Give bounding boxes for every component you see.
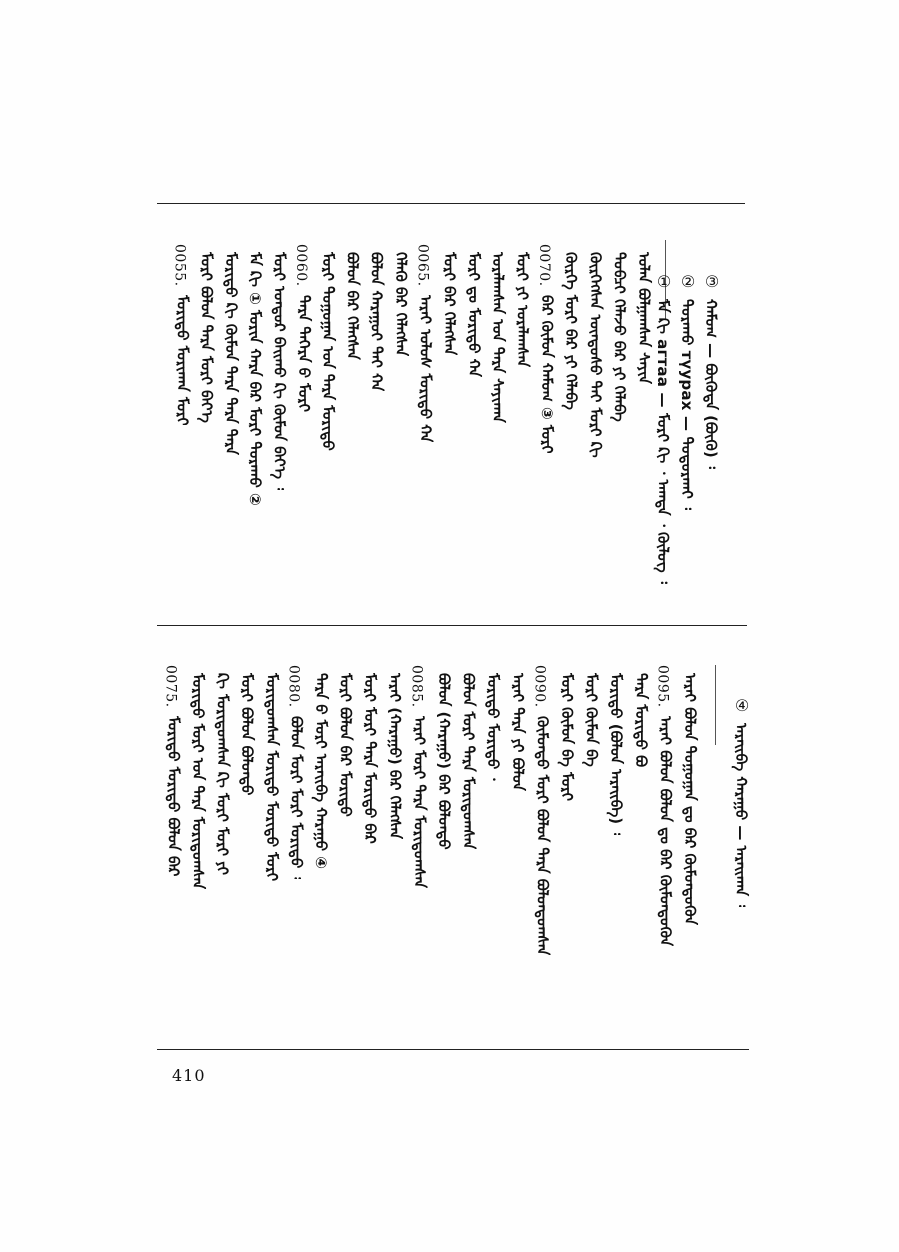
line-text: ᠬᠦᠷᠬᠡ ᠮᠣᠷᠢ ᠪᠡᠷ ᠶᠢ ᠬᠡᠯᠡᠪᠡ — [562, 252, 581, 410]
line-text: ᠮᠣᠷᠢ ᠳᠤ ᠮᠣᠷᠢᠳᠤ ᠬᠠ — [464, 252, 483, 378]
line-text: ᠲᠣᠪᠴᠢ ᠬᠡᠯᠡᠵᠦ ᠪᠡᠷ ᠶᠢ ᠬᠡᠯᠡᠪᠡ — [610, 252, 629, 422]
footnote — [677, 272, 699, 510]
text-line — [610, 244, 632, 422]
line-text: ᠮᠣᠷᠢᠳᠤ ᠮᠣᠷᠢᠬᠠᠨ ᠮᠣᠷᠢ — [173, 294, 192, 426]
line-text: ᠮᠡ ᠺᠢ ① ᠮᠣᠷᠢᠨ ᠬᠠᠷᠠ ᠪᠡᠷ ᠮᠣᠷᠢ ᠲᠤᠷᠠᠬᠤ ② — [246, 252, 265, 506]
text-line — [367, 244, 389, 391]
rule-bottom — [157, 1049, 749, 1050]
line-text: ᠮᠣᠷᠢᠳᠤ ᠮᠣᠷᠢᠳᠤ ᠂ — [484, 673, 503, 781]
line-number: 0075. — [162, 665, 179, 708]
line-text: ᠲᠡᠷᠡ ᠪ ᠮᠣᠷᠢ ᠠᠷᠠᠢᠪᠠ ᠬᠠᠷᠠᠭᠤ ④ — [312, 673, 330, 869]
text-line — [262, 665, 284, 881]
text-line — [270, 244, 292, 490]
text-line — [245, 244, 267, 506]
line-text: ᠪᠣᠯᠤᠨ ᠬᠠᠷᠠᠭᠤᠢ ᠲᠡᠶ ᠬᠠ — [367, 252, 386, 392]
line-text: ᠮᠣᠷᠢ ᠪᠣᠯᠤᠨ ᠲᠡᠷᠡ ᠮᠣᠷᠢ ᠪᠡᠶ᠎ᠡ — [197, 252, 216, 423]
line-text: ᠣᠯᠠᠨ ᠪᠣᠯᠭᠠᠭᠰᠠᠨ ᠰᠠᠶᠢᠨ — [635, 252, 653, 384]
line-number: 0085. — [408, 665, 425, 708]
line-text: ᠮᠣᠷᠢ ᠶᠢ ᠤᠷᠠᠯᠠᠭᠰᠠᠨ — [513, 252, 532, 368]
text-line — [508, 665, 530, 791]
line-text: ᠮᠣᠷᠢ ᠤᠨᠳᠤᠷ ᠪᠠᠢᠬᠤ ᠺᠢ ᠬᠦᠮᠦᠨ ᠪᠡᠶ᠎ᠡ ᠄ — [270, 252, 289, 491]
text-line — [631, 665, 653, 767]
text-line — [434, 665, 456, 850]
text-line — [582, 665, 604, 767]
line-text: ᠠᠷᠠᠢ ᠪᠣᠯᠤᠨ ᠪᠣᠯᠤᠨ ᠳᠤ ᠪᠡᠷ ᠬᠦᠮᠦᠨᠳᠦᠭᠦᠨ — [656, 715, 675, 946]
footnote-mark: ③ — [704, 272, 720, 291]
line-number: 0090. — [531, 665, 548, 708]
footnote-mark: ② — [680, 272, 696, 291]
line-text: ᠮᠣᠷᠢ ᠲᠣᠭᠣᠭᠠᠨ ᠤᠨ ᠲᠡᠷᠡ ᠮᠣᠷᠢᠳᠤ — [319, 252, 338, 451]
line-text: ᠮᠣᠷᠢᠳᠤ ᠺᠢ ᠬᠦᠮᠦᠨ ᠲᠡᠷᠡ ᠲᠡᠷᠡ ᠲᠡᠷᠡ — [221, 252, 240, 455]
line-text: ᠲᠡᠷᠡ ᠳᠡᠭᠡᠷᠡ ᠪ ᠮᠣᠷᠢ — [294, 294, 313, 412]
text-line — [237, 665, 259, 795]
line-number: 0080. — [285, 665, 302, 708]
line-text: ᠪᠣᠯᠤᠨ ᠮᠣᠷᠢ ᠲᠡᠷᠡ ᠮᠣᠷᠢᠳᠤᠭᠰᠠᠨ — [459, 673, 478, 850]
text-line — [286, 665, 308, 879]
line-number: 0055. — [171, 244, 188, 287]
text-line — [415, 244, 437, 442]
footnote-text: ᠠᠷᠠᠢᠪᠠ ᠬᠠᠷᠠᠭᠤ — ᠠᠷᠠᠢᠬᠠᠨ ᠄ — [732, 723, 750, 908]
text-line — [409, 665, 431, 888]
line-text: ᠮᠣᠷᠢ ᠪᠡᠷ ᠬᠡᠯᠡᠭᠰᠡᠨ — [440, 252, 459, 356]
text-line — [483, 665, 505, 781]
rule-top — [157, 203, 745, 204]
text-line — [318, 244, 340, 451]
line-text: ᠪᠣᠯᠤᠨ ᠮᠣᠷᠢ ᠮᠣᠷᠢ ᠮᠣᠷᠢᠳᠤ ᠄ — [287, 715, 306, 880]
text-line — [213, 665, 235, 875]
text-line — [606, 665, 628, 835]
line-number: 0065. — [414, 244, 431, 287]
text-line — [197, 244, 219, 423]
line-text: ᠠᠷᠠᠢ ᠲᠡᠷᠡ ᠶᠢ ᠪᠣᠯᠤᠨ — [508, 673, 527, 791]
line-text: ᠮᠣᠷᠢ ᠪᠣᠯᠤᠨ ᠪᠡᠷ ᠮᠣᠷᠢᠳᠤ — [336, 673, 355, 817]
text-line — [464, 244, 486, 377]
line-text: ᠺᠢ ᠮᠣᠷᠢᠳᠤᠭᠰᠠᠨ ᠺᠢ ᠮᠣᠷᠢ ᠮᠣᠷᠢ ᠶᠢ — [213, 673, 232, 876]
line-text: ᠲᠡᠷᠡ ᠮᠣᠷᠢᠳᠤ ᠪᠣ — [631, 673, 650, 768]
text-line — [655, 665, 677, 946]
text-line — [311, 665, 333, 869]
line-text: ᠬᠡᠯᠡᠬᠦ ᠪᠡᠷ ᠬᠡᠯᠡᠭᠰᠡᠨ — [392, 252, 410, 357]
page-number: 410 — [172, 1066, 206, 1085]
footnote-mark: ④ — [734, 696, 750, 715]
line-text: ᠪᠡᠷ ᠬᠦᠮᠦᠨ ᠬᠠᠮᠤᠭ ③ ᠮᠣᠷᠢ — [537, 294, 556, 454]
text-line — [537, 244, 559, 453]
line-text: ᠮᠣᠷᠢᠳᠤ (ᠪᠣᠯᠤᠨ ᠠᠷᠠᠢᠪᠠ) ᠄ — [607, 673, 626, 836]
line-text: ᠬᠦᠷᠬᠡᠭᠰᠡᠨ ᠦᠨᠳᠦᠰᠦ ᠲᠠᠢ ᠮᠣᠷᠢ ᠺᠢ — [586, 252, 605, 458]
line-text: ᠮᠣᠷᠢᠳᠤ ᠮᠣᠷᠢᠳᠤ ᠪᠣᠯᠤᠨ ᠪᠡᠷ — [164, 715, 183, 876]
line-text: ᠠᠷᠠᠢ (ᠬᠠᠷᠠᠭᠤ) ᠪᠡᠷ ᠬᠡᠯᠡᠭᠰᠡᠨ — [385, 673, 404, 840]
text-line — [221, 244, 243, 455]
line-text: ᠠᠷᠠᠢ ᠤᠯᠤᠰ ᠮᠣᠷᠢᠳᠤ ᠬᠠ — [416, 294, 435, 443]
line-text: ᠮᠣᠷᠢ ᠪᠣᠯᠤᠨ ᠪᠣᠯᠤᠨᠳᠤ — [238, 673, 257, 796]
line-text: ᠮᠣᠷᠢᠳᠤ ᠮᠣᠷᠢ ᠤᠨ ᠲᠡᠷᠡ ᠮᠣᠷᠢᠳᠤᠭᠰᠠᠨ — [189, 673, 207, 890]
line-number: 0060. — [292, 244, 309, 287]
text-line — [561, 244, 583, 410]
text-line — [188, 665, 210, 889]
line-text: ᠮᠣᠷᠢ ᠬᠦᠮᠦᠨ ᠪᠠ ᠮᠣᠷᠢ — [558, 673, 576, 801]
line-text: ᠮᠣᠷᠢ ᠮᠣᠷᠢ ᠲᠡᠷᠡ ᠮᠣᠷᠢᠳᠤ ᠪᠡᠷ — [361, 673, 380, 844]
text-line — [360, 665, 382, 844]
line-text: ᠠᠷᠠᠢ ᠮᠣᠷᠢ ᠲᠡᠷᠡ ᠮᠣᠷᠢᠳᠤᠭᠰᠠᠨ — [410, 715, 429, 888]
line-text: ᠮᠣᠷᠢ ᠬᠦᠮᠦᠨ ᠪᠠ — [582, 673, 601, 767]
text-line — [342, 244, 364, 360]
text-line — [680, 665, 702, 925]
line-number: 0070. — [535, 244, 552, 287]
text-line — [585, 244, 607, 458]
text-line — [488, 244, 510, 423]
text-line — [391, 244, 413, 356]
line-text: ᠬᠦᠮᠦᠨᠳᠦ ᠮᠣᠷᠢ ᠪᠣᠯᠤᠨ ᠲᠡᠷᠡ ᠪᠣᠯᠤᠨᠳᠤᠭᠰᠠᠨ — [533, 715, 552, 956]
text-line — [532, 665, 554, 955]
line-text: ᠠᠷᠠᠢ ᠪᠣᠯᠤᠨ ᠲᠣᠭᠣᠭᠠᠨ ᠳᠤ ᠪᠡᠷ ᠬᠦᠮᠦᠨᠳᠦᠭᠦᠨ — [681, 673, 699, 926]
text-line — [440, 244, 462, 355]
text-line — [294, 244, 316, 412]
line-text: ᠪᠣᠯᠤᠨ ᠪᠡᠷ ᠬᠡᠯᠡᠭᠰᠡᠨ — [343, 252, 362, 360]
footnote — [701, 272, 723, 469]
line-text: ᠮᠣᠷᠢᠳᠤᠭᠰᠠᠨ ᠮᠣᠷᠢᠳᠤ ᠮᠣᠷᠢᠳᠤ ᠮᠣᠷᠢ — [262, 673, 281, 882]
footnote-separator-lower — [715, 665, 716, 745]
text-line — [172, 244, 194, 425]
footnote-text: ᠬᠠᠮᠤᠭ — ᠪᠦᠭᠦᠳᠡ (ᠪᠦᠬᠦ) ᠄ — [702, 299, 720, 469]
footnote — [653, 272, 675, 584]
line-text: ᠤᠷᠠᠯᠠᠭᠰᠠᠨ ᠤᠨ ᠲᠡᠷᠡ ᠰᠠᠶᠢᠬᠠᠨ — [489, 252, 508, 423]
text-line — [634, 244, 656, 384]
line-text: ᠪᠣᠯᠤᠨ (ᠬᠠᠷᠠᠭᠤ) ᠪᠡᠷ ᠪᠣᠯᠤᠨᠳᠤ — [435, 673, 453, 850]
rule-middle — [157, 625, 747, 626]
footnote-text: ᠲᠤᠷᠠᠬᠤ түурах — ᠲᠤᠳᠤᠷᠬᠠᠢ ᠄ — [678, 299, 696, 511]
text-line — [459, 665, 481, 849]
text-line — [336, 665, 358, 817]
text-line — [385, 665, 407, 839]
footnote-mark: ① — [656, 272, 672, 291]
footnote — [731, 696, 753, 907]
text-line — [163, 665, 185, 876]
text-line — [557, 665, 579, 801]
footnote-text: ᠮᠡ ᠺᠢ агтаа — ᠮᠣᠷᠢ ᠺᠢ ᠂ ᠠᠭᠲᠠ ᠂ ᠬᠦᠯᠦᠭ ᠄ — [654, 299, 672, 584]
text-line — [513, 244, 535, 367]
line-number: 0095. — [654, 665, 671, 708]
